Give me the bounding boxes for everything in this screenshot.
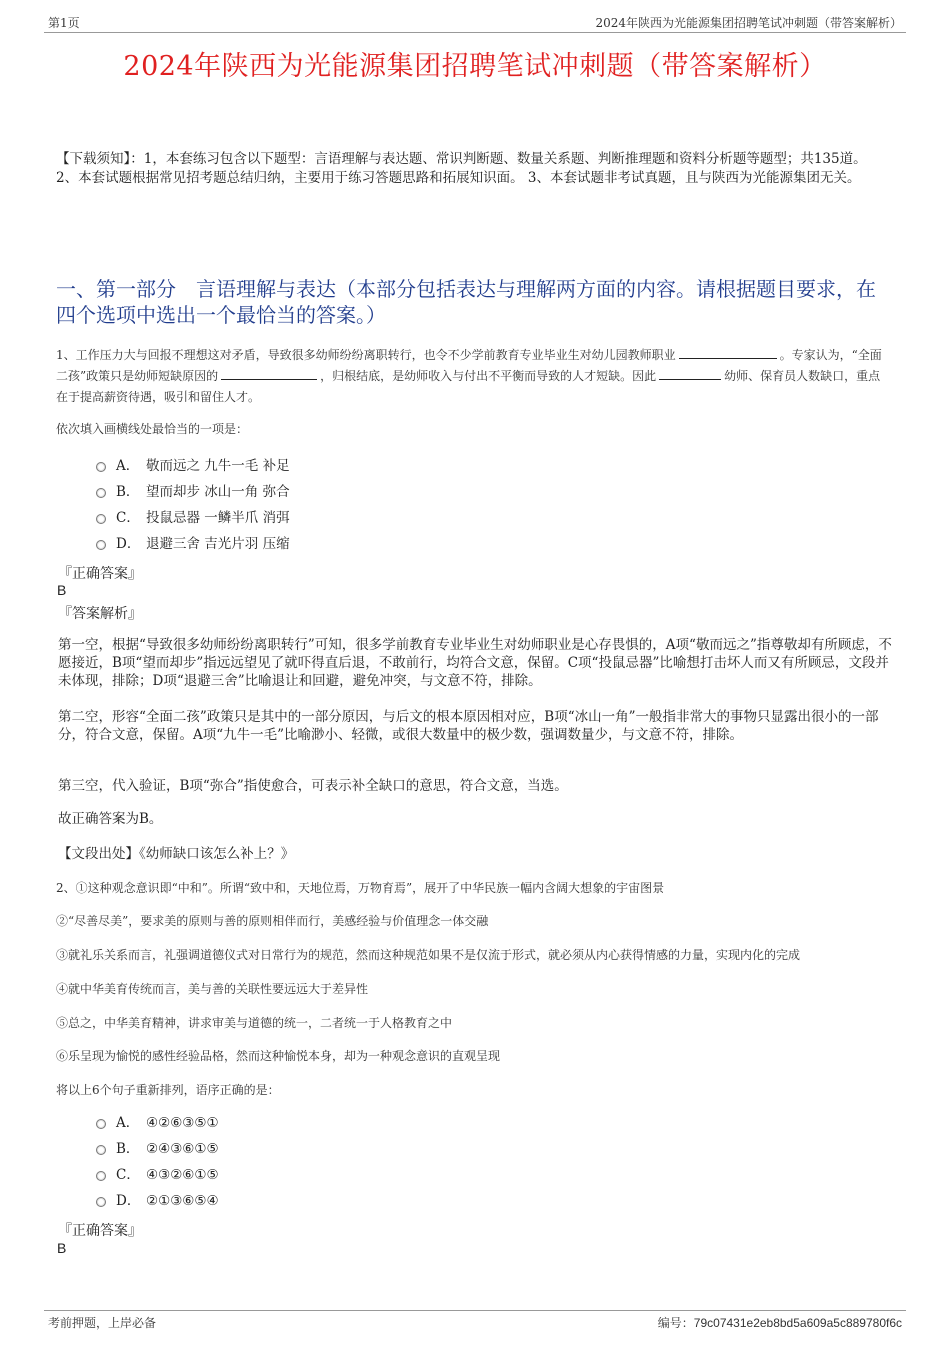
q1-blank-2 <box>221 368 317 380</box>
q1-source: 【文段出处】《幼师缺口该怎么补上？》 <box>58 846 295 862</box>
q1-analysis-label: 『答案解析』 <box>58 606 142 622</box>
q2-sentence-1: 2、①这种观念意识即“中和”。所谓“致中和，天地位焉，万物育焉”，展开了中华民族一幅内含阔大想象的宇宙图景 <box>56 881 665 895</box>
q2-option-b[interactable]: B． ②④③⑥①⑤ <box>96 1136 219 1162</box>
q2-option-c[interactable]: C． ④③②⑥①⑤ <box>96 1162 219 1188</box>
q1-answer: B <box>57 582 67 598</box>
q2-sentence-5: ⑤总之，中华美育精神，讲求审美与道德的统一，二者统一于人格教育之中 <box>56 1016 453 1030</box>
q2-sentence-4: ④就中华美育传统而言，美与善的关联性要远远大于差异性 <box>56 982 369 996</box>
page-footer <box>44 1310 906 1331</box>
radio-icon[interactable] <box>96 1119 106 1129</box>
radio-icon[interactable] <box>96 1197 106 1207</box>
radio-icon[interactable] <box>96 540 106 550</box>
q1-analysis-para-1: 第一空，根据“导致很多幼师纷纷离职转行”可知，很多学前教育专业毕业生对幼师职业是心存畏惧的，A项“敬而远之”指尊敬却有所顾虑，不愿接近，B项“望而却步”指远远望见了就吓得直后退，不敢前行，均符合文意，保留。C项“投鼠忌器”比喻想打击坏人而又有所顾忌，文段并未体现，排除；D项“退避三舍”比喻退让和回避，避免冲突，与文意不符，排除。 <box>58 637 892 689</box>
q2-option-d[interactable]: D． ②①③⑥⑤④ <box>96 1188 219 1214</box>
radio-icon[interactable] <box>96 488 106 498</box>
q2-sentence-6: ⑥乐呈现为愉悦的感性经验品格，然而这种愉悦本身，却为一种观念意识的直观呈现 <box>56 1049 501 1063</box>
q1-answer-label: 『正确答案』 <box>58 566 142 582</box>
document-title: 2024年陕西为光能源集团招聘笔试冲刺题（带答案解析） <box>123 51 827 82</box>
q2-answer-label: 『正确答案』 <box>58 1223 142 1239</box>
q1-text-part4: 幼师、保育员人数缺口，重点在于提高薪资待遇，吸引和留住人才。 <box>56 369 881 404</box>
radio-icon[interactable] <box>96 1145 106 1155</box>
q1-analysis-para-2: 第二空，形容“全面二孩”政策只是其中的一部分原因，与后文的根本原因相对应，B项“冰山一角”一般指非常大的事物只显露出很小的一部分，符合文意，保留。A项“九牛一毛”比喻渺小、轻微，或很大数量中的极少数，强调数量少，与文意不符，排除。 <box>58 709 879 743</box>
q1-prompt: 依次填入画横线处最恰当的一项是： <box>56 422 249 436</box>
q1-option-d[interactable]: D． 退避三舍 吉光片羽 压缩 <box>96 531 290 557</box>
q1-option-a[interactable]: A． 敬而远之 九牛一毛 补足 <box>96 453 290 479</box>
q1-text-part1: 1、工作压力大与回报不理想这对矛盾，导致很多幼师纷纷离职转行，也令不少学前教育专业毕业生对幼儿园教师职业 <box>56 348 676 362</box>
q2-sentence-3: ③就礼乐关系而言，礼强调道德仪式对日常行为的规范，然而这种规范如果不是仅流于形式，就必须从内心获得情感的力量，实现内化的完成 <box>56 948 801 962</box>
q2-sentence-2: ②“尽善尽美”，要求美的原则与善的原则相伴而行，美感经验与价值理念一体交融 <box>56 914 489 928</box>
q2-answer: B <box>57 1240 67 1256</box>
q2-options <box>96 1110 219 1214</box>
q1-analysis-para-3: 第三空，代入验证，B项“弥合”指使愈合，可表示补全缺口的意思，符合文意，当选。 <box>58 778 568 794</box>
radio-icon[interactable] <box>96 462 106 472</box>
question-1-stem <box>56 345 892 408</box>
page-number: 第1页 <box>48 16 80 30</box>
q1-blank-3 <box>659 368 721 380</box>
q1-options <box>96 453 290 557</box>
q1-blank-1 <box>679 347 777 359</box>
q2-prompt: 将以上6个句子重新排列，语序正确的是： <box>56 1083 280 1097</box>
section-heading: 一、第一部分 言语理解与表达（本部分包括表达与理解两方面的内容。请根据题目要求，在四个选项中选出一个最恰当的答案。） <box>56 277 876 327</box>
q1-option-b[interactable]: B． 望而却步 冰山一角 弥合 <box>96 479 290 505</box>
q1-text-part3: ，归根结底，是幼师收入与付出不平衡而导致的人才短缺。因此 <box>320 369 657 383</box>
footer-code: 编号：79c07431e2eb8bd5a609a5c889780f6c <box>657 1316 902 1330</box>
q1-analysis-para-4: 故正确答案为B。 <box>58 811 163 827</box>
radio-icon[interactable] <box>96 514 106 524</box>
q2-option-a[interactable]: A． ④②⑥③⑤① <box>96 1110 219 1136</box>
download-notice: 【下载须知】：1，本套练习包含以下题型：言语理解与表达题、常识判断题、数量关系题、判断推理题和资料分析题等题型；共135道。 2、本套试题根据常见招考题总结归纳，主要用于练习答题思路和拓展知识面。 3、本套试题非考试真题，且与陕西为光能源集团无关。 <box>56 151 867 186</box>
header-doc-title: 2024年陕西为光能源集团招聘笔试冲刺题（带答案解析） <box>595 16 902 30</box>
q1-option-c[interactable]: C． 投鼠忌器 一鳞半爪 消弭 <box>96 505 290 531</box>
radio-icon[interactable] <box>96 1171 106 1181</box>
q1-text-part2: 。专家认为，“全面二孩”政策只是幼师短缺原因的 <box>56 348 882 383</box>
footer-slogan: 考前押题，上岸必备 <box>48 1316 157 1330</box>
page-header <box>44 14 906 33</box>
